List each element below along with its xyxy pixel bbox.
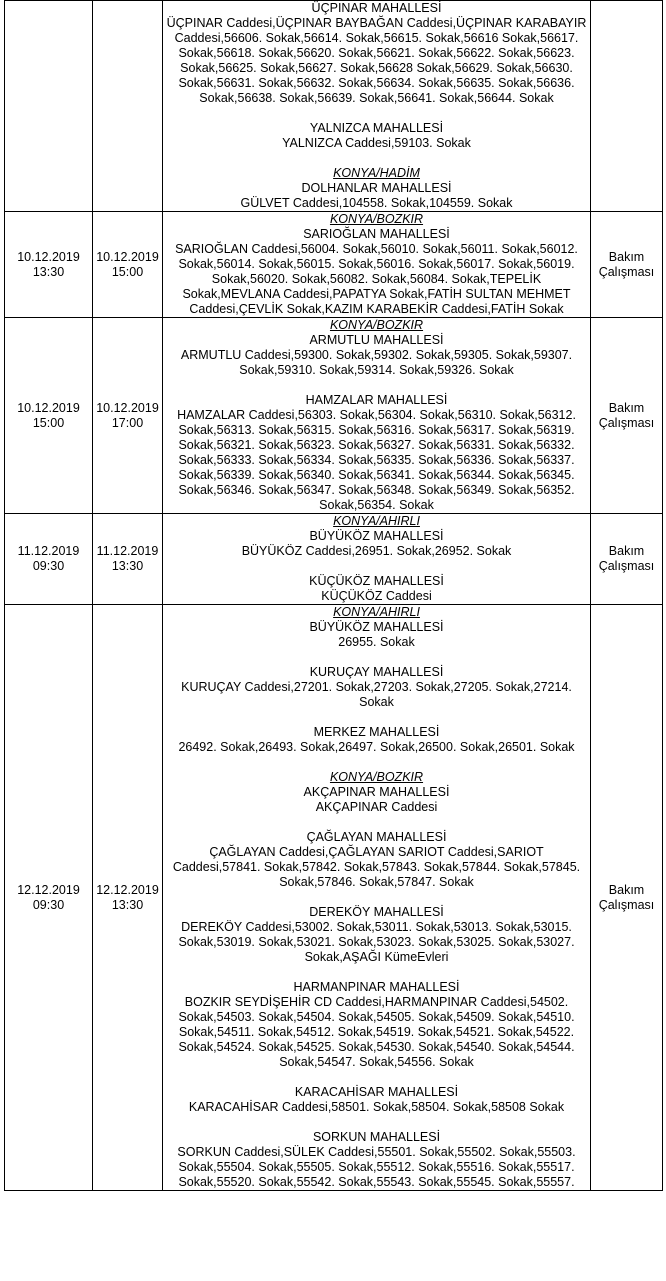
location-line: DEREKÖY MAHALLESİ bbox=[309, 905, 444, 919]
location-line: Caddesi,56606. Sokak,56614. Sokak,56615. Sokak,56616 Sokak,56617. bbox=[174, 31, 579, 45]
location-line: Sokak,MEVLANA Caddesi,PAPATYA Sokak,FATİH SULTAN MEHMET bbox=[182, 287, 571, 301]
outage-row bbox=[5, 514, 663, 605]
reason-cell bbox=[591, 514, 663, 605]
location-line: BOZKIR SEYDİŞEHİR CD Caddesi,HARMANPINAR Caddesi,54502. bbox=[184, 995, 569, 1009]
location-cell bbox=[163, 514, 591, 605]
location-line: Caddesi,ÇEVLİK Sokak,KAZIM KARABEKİR Caddesi,FATİH Sokak bbox=[189, 302, 564, 316]
outage-row bbox=[5, 1, 663, 212]
location-line: GÜLVET Caddesi,104558. Sokak,104559. Sokak bbox=[240, 196, 513, 210]
location-line: BÜYÜKÖZ Caddesi,26951. Sokak,26952. Sokak bbox=[241, 544, 512, 558]
location-line: AKÇAPINAR Caddesi bbox=[315, 800, 438, 814]
location-line: ARMUTLU MAHALLESİ bbox=[309, 333, 444, 347]
location-line: BÜYÜKÖZ MAHALLESİ bbox=[309, 529, 444, 543]
line-gap bbox=[163, 815, 590, 830]
location-line: ÜÇPINAR Caddesi,ÜÇPINAR BAYBAĞAN Caddesi,ÜÇPINAR KARABAYIR bbox=[166, 16, 587, 30]
location-line: MERKEZ MAHALLESİ bbox=[313, 725, 440, 739]
line-gap bbox=[163, 378, 590, 393]
location-line: Sokak,56346. Sokak,56347. Sokak,56348. Sokak,56349. Sokak,56352. bbox=[178, 483, 575, 497]
location-line: KURUÇAY Caddesi,27201. Sokak,27203. Sokak,27205. Sokak,27214. bbox=[181, 680, 572, 694]
location-line: Sokak,56625. Sokak,56627. Sokak,56628 Sokak,56629. Sokak,56630. bbox=[180, 61, 573, 75]
location-line: KÜÇÜKÖZ MAHALLESİ bbox=[309, 574, 444, 588]
line-gap bbox=[163, 559, 590, 574]
reason-text: Bakım bbox=[608, 249, 645, 264]
start-time: 09:30 bbox=[32, 559, 65, 573]
start-cell bbox=[5, 514, 93, 605]
location-line: HARMANPINAR MAHALLESİ bbox=[293, 980, 460, 994]
reason-cell bbox=[591, 318, 663, 514]
line-gap bbox=[163, 965, 590, 980]
location-line: Sokak,56618. Sokak,56620. Sokak,56621. Sokak,56622. Sokak,56623. bbox=[178, 46, 575, 60]
reason-text: Çalışması bbox=[598, 415, 655, 430]
location-line: KURUÇAY MAHALLESİ bbox=[309, 665, 444, 679]
reason-text: Bakım bbox=[608, 544, 645, 558]
location-line: Sokak,56333. Sokak,56334. Sokak,56335. Sokak,56336. Sokak,56337. bbox=[178, 453, 575, 467]
start-cell bbox=[5, 318, 93, 514]
location-line: KARACAHİSAR Caddesi,58501. Sokak,58504. Sokak,58508 Sokak bbox=[188, 1100, 565, 1114]
location-line: HAMZALAR Caddesi,56303. Sokak,56304. Sokak,56310. Sokak,56312. bbox=[177, 408, 576, 422]
location-line: YALNIZCA MAHALLESİ bbox=[309, 121, 444, 135]
reason-text: Çalışması bbox=[598, 897, 655, 912]
location-line: HAMZALAR MAHALLESİ bbox=[305, 393, 448, 407]
location-line: ÇAĞLAYAN Caddesi,ÇAĞLAYAN SARIOT Caddesi,SARIOT bbox=[209, 845, 544, 859]
location-line: 26955. Sokak bbox=[338, 635, 415, 649]
outage-row bbox=[5, 318, 663, 514]
end-time: 13:30 bbox=[111, 897, 144, 912]
end-time: 15:00 bbox=[111, 264, 144, 279]
district-heading: KONYA/BOZKIR bbox=[329, 770, 424, 784]
line-gap bbox=[163, 1115, 590, 1130]
start-date: 11.12.2019 bbox=[17, 544, 80, 558]
location-line: Sokak,56020. Sokak,56082. Sokak,56084. Sokak,TEPELİK bbox=[211, 272, 542, 286]
start-time: 13:30 bbox=[32, 264, 65, 279]
location-line: YALNIZCA Caddesi,59103. Sokak bbox=[282, 136, 471, 150]
line-gap bbox=[163, 1070, 590, 1085]
page-cutoff bbox=[4, 1240, 663, 1281]
end-date: 10.12.2019 bbox=[96, 249, 159, 264]
reason-text: Bakım bbox=[608, 400, 645, 415]
line-gap bbox=[163, 650, 590, 665]
reason-cell bbox=[591, 212, 663, 318]
location-cell bbox=[163, 212, 591, 318]
outage-row bbox=[5, 605, 663, 1191]
reason-cell bbox=[591, 605, 663, 1191]
location-line: Sokak,54511. Sokak,54512. Sokak,54519. Sokak,54521. Sokak,54522. bbox=[178, 1025, 575, 1039]
end-cell bbox=[93, 1, 163, 212]
location-cell bbox=[163, 605, 591, 1191]
end-date: 12.12.2019 bbox=[96, 882, 159, 897]
location-line: KÜÇÜKÖZ Caddesi bbox=[321, 589, 432, 603]
district-heading: KONYA/BOZKIR bbox=[329, 212, 424, 226]
location-line: Sokak,56339. Sokak,56340. Sokak,56341. Sokak,56344. Sokak,56345. bbox=[178, 468, 575, 482]
location-line: Sokak,55520. Sokak,55542. Sokak,55543. Sokak,55545. Sokak,55557. bbox=[178, 1175, 575, 1189]
location-line: BÜYÜKÖZ MAHALLESİ bbox=[309, 620, 444, 634]
location-line: Sokak bbox=[359, 695, 394, 709]
reason-text: Çalışması bbox=[598, 264, 655, 279]
district-heading: KONYA/HADİM bbox=[333, 166, 420, 180]
outage-schedule-table bbox=[4, 0, 663, 1191]
location-line: SORKUN Caddesi,SÜLEK Caddesi,55501. Sokak,55502. Sokak,55503. bbox=[177, 1145, 576, 1159]
start-cell bbox=[5, 1, 93, 212]
line-gap bbox=[163, 151, 590, 166]
outage-row bbox=[5, 212, 663, 318]
location-line: KARACAHİSAR MAHALLESİ bbox=[294, 1085, 459, 1099]
reason-cell bbox=[591, 1, 663, 212]
location-line: Sokak,53019. Sokak,53021. Sokak,53023. Sokak,53025. Sokak,53027. bbox=[178, 935, 575, 949]
start-date: 10.12.2019 bbox=[17, 249, 80, 264]
end-cell bbox=[93, 605, 163, 1191]
location-line: SARIOĞLAN MAHALLESİ bbox=[303, 227, 450, 241]
start-time: 15:00 bbox=[32, 415, 65, 430]
location-line: SARIOĞLAN Caddesi,56004. Sokak,56010. Sokak,56011. Sokak,56012. bbox=[175, 242, 578, 256]
end-date: 11.12.2019 bbox=[96, 544, 159, 558]
district-heading: KONYA/BOZKIR bbox=[329, 318, 424, 332]
location-line: Sokak,57846. Sokak,57847. Sokak bbox=[279, 875, 474, 889]
location-line: Sokak,AŞAĞI KümeEvleri bbox=[304, 950, 449, 964]
start-cell bbox=[5, 212, 93, 318]
location-line: Sokak,55504. Sokak,55505. Sokak,55512. Sokak,55516. Sokak,55517. bbox=[178, 1160, 575, 1174]
location-line: Caddesi,57841. Sokak,57842. Sokak,57843. Sokak,57844. Sokak,57845. bbox=[172, 860, 581, 874]
location-line: ÇAĞLAYAN MAHALLESİ bbox=[306, 830, 447, 844]
location-line: Sokak,59310. Sokak,59314. Sokak,59326. Sokak bbox=[239, 363, 514, 377]
location-line: Sokak,54547. Sokak,54556. Sokak bbox=[279, 1055, 474, 1069]
end-time: 13:30 bbox=[111, 559, 144, 573]
reason-text: Bakım bbox=[608, 882, 645, 897]
end-date: 10.12.2019 bbox=[96, 400, 159, 415]
reason-text: Çalışması bbox=[598, 559, 655, 573]
district-heading: KONYA/AHIRLI bbox=[333, 514, 420, 528]
location-line: Sokak,56631. Sokak,56632. Sokak,56634. Sokak,56635. Sokak,56636. bbox=[178, 76, 575, 90]
district-heading: KONYA/AHIRLI bbox=[333, 605, 420, 619]
end-cell bbox=[93, 212, 163, 318]
location-line: AKÇAPINAR MAHALLESİ bbox=[303, 785, 450, 799]
line-gap bbox=[163, 106, 590, 121]
location-line: DEREKÖY Caddesi,53002. Sokak,53011. Sokak,53013. Sokak,53015. bbox=[181, 920, 572, 934]
start-cell bbox=[5, 605, 93, 1191]
start-date: 10.12.2019 bbox=[17, 400, 80, 415]
location-line: Sokak,56014. Sokak,56015. Sokak,56016. Sokak,56017. Sokak,56019. bbox=[178, 257, 575, 271]
line-gap bbox=[163, 755, 590, 770]
location-line: DOLHANLAR MAHALLESİ bbox=[301, 181, 452, 195]
end-time: 17:00 bbox=[111, 415, 144, 430]
end-cell bbox=[93, 514, 163, 605]
location-cell bbox=[163, 1, 591, 212]
end-cell bbox=[93, 318, 163, 514]
location-line: Sokak,56321. Sokak,56323. Sokak,56327. Sokak,56331. Sokak,56332. bbox=[178, 438, 575, 452]
start-date: 12.12.2019 bbox=[17, 882, 80, 897]
start-time: 09:30 bbox=[32, 897, 65, 912]
location-cell bbox=[163, 318, 591, 514]
location-line: 26492. Sokak,26493. Sokak,26497. Sokak,26500. Sokak,26501. Sokak bbox=[178, 740, 575, 754]
location-line: Sokak,56638. Sokak,56639. Sokak,56641. Sokak,56644. Sokak bbox=[199, 91, 554, 105]
location-line: ÜÇPINAR MAHALLESİ bbox=[311, 1, 442, 15]
location-line: Sokak,54503. Sokak,54504. Sokak,54505. Sokak,54509. Sokak,54510. bbox=[178, 1010, 575, 1024]
location-line: Sokak,56313. Sokak,56315. Sokak,56316. Sokak,56317. Sokak,56319. bbox=[178, 423, 575, 437]
line-gap bbox=[163, 890, 590, 905]
line-gap bbox=[163, 710, 590, 725]
location-line: SORKUN MAHALLESİ bbox=[312, 1130, 441, 1144]
location-line: Sokak,56354. Sokak bbox=[319, 498, 434, 512]
location-line: Sokak,54524. Sokak,54525. Sokak,54530. Sokak,54540. Sokak,54544. bbox=[178, 1040, 575, 1054]
location-line: ARMUTLU Caddesi,59300. Sokak,59302. Sokak,59305. Sokak,59307. bbox=[180, 348, 573, 362]
